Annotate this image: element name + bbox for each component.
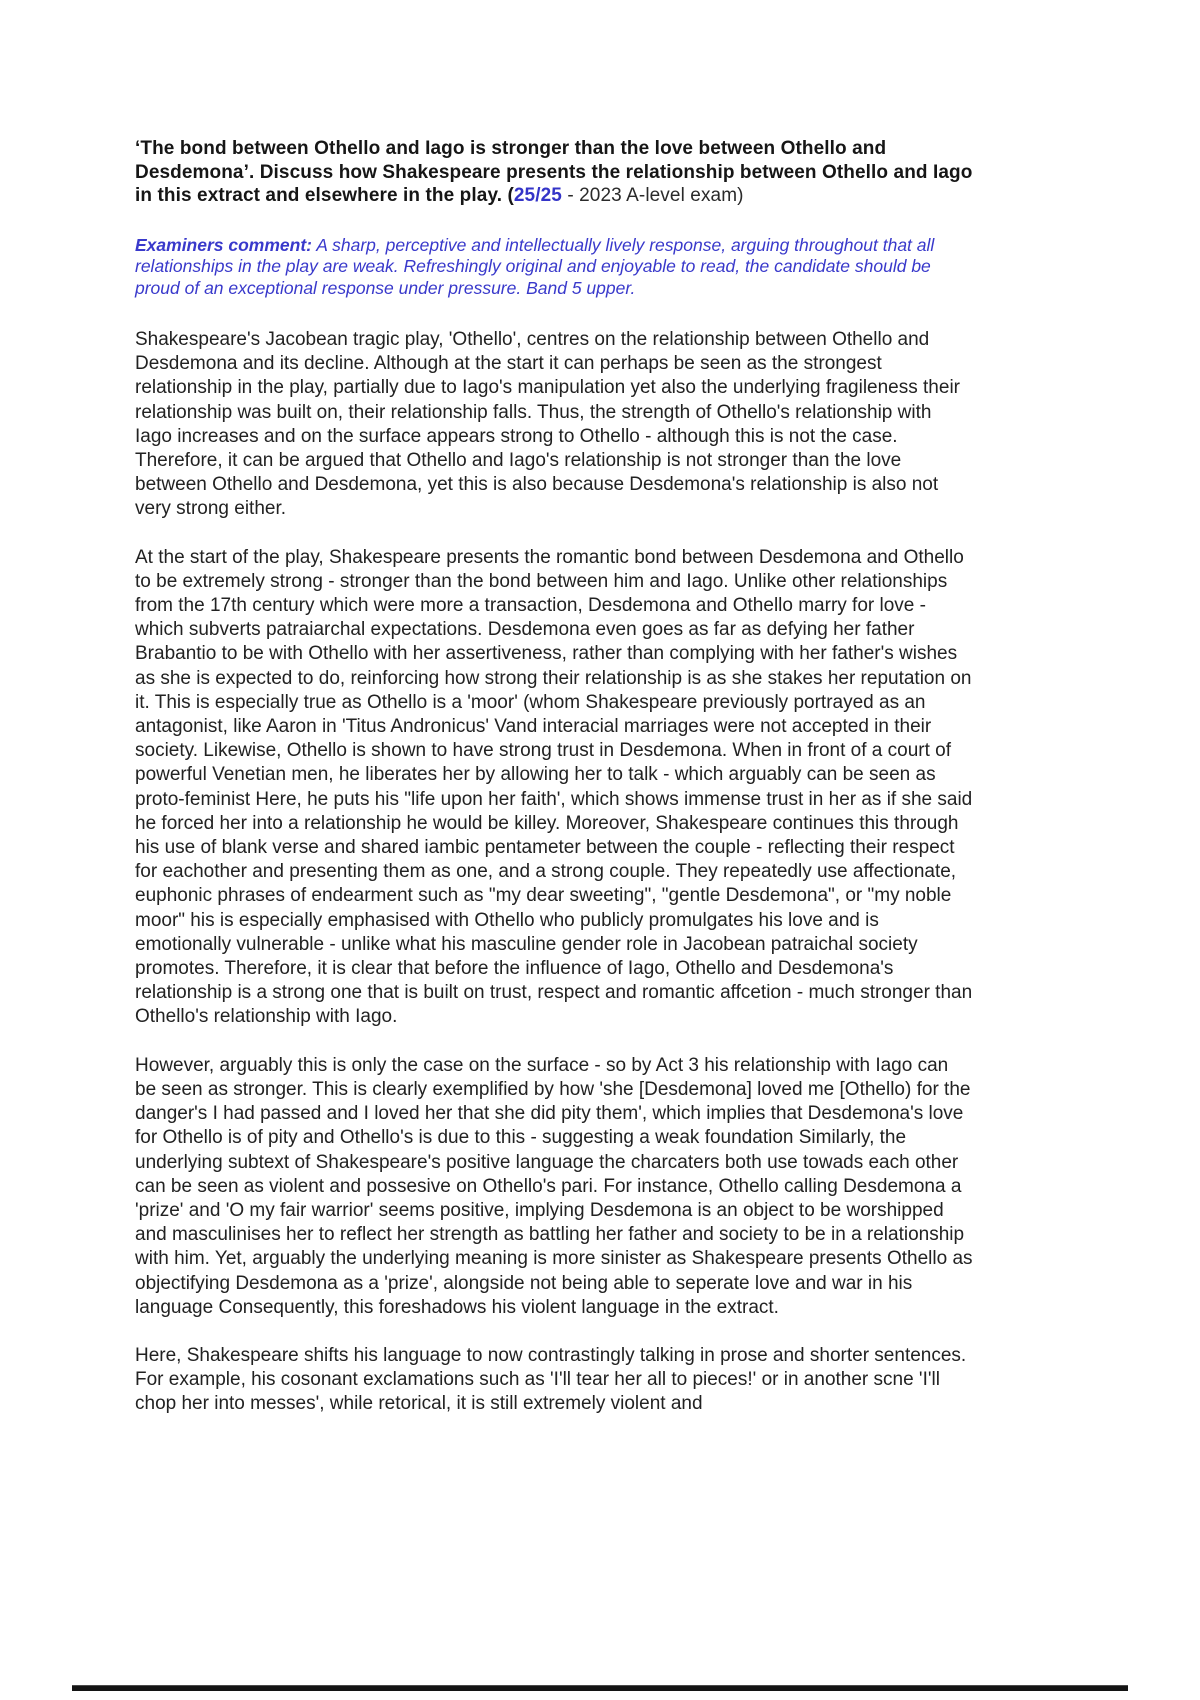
essay-paragraph-4: Here, Shakespeare shifts his language to now contrastingly talking in prose and shorter sentences. For example, his cosonant exclamations such as 'I'll tear her all to pieces!' or in another scne 'I'll chop her into messes', while retorical, it is still extremely violent and (135, 1344, 967, 1415)
essay-content (135, 137, 973, 1441)
exam-score: 25/25 (513, 185, 562, 206)
essay-question-title (135, 137, 973, 208)
essay-paragraph-2: At the start of the play, Shakespeare presents the romantic bond between Desdemona and Othello to be extremely strong - stronger than the bond between him and Iago. Unlike other relationships from the 17th century which were more a transaction, Desdemona and Othello marry for love - which subverts patraiarchal expectations. Desdemona even goes as far as defying her father Brabantio to be with Othello with her assertiveness, rather than complying with her father's wishes as she is expected to do, reinforcing how strong their relationship is as she stakes her reputation on it. This is especially true as Othello is a 'moor' (whom Shakespeare previously portrayed as an antagonist, like Aaron in 'Titus Andronicus' Vand interacial marriages were not accepted in their society. Likewise, Othello is shown to have strong trust in Desdemona. When in front of a court of powerful Venetian men, he liberates her by allowing her to talk - which arguably can be seen as proto-feminist Here, he puts his "life upon her faith', which shows immense trust in her as if she said he forced her into a relationship he would be killey. Moreover, Shakespeare continues this through his use of blank verse and shared iambic pentameter between the couple - reflecting their respect for eachother and presenting them as one, and a strong couple. They repeatedly use affectionate, euphonic phrases of endearment such as "my dear sweeting", "gentle Desdemona", or "my noble moor" his is especially emphasised with Othello who publicly promulgates his love and is emotionally vulnerable - unlike what his masculine gender role in Jacobean patraichal society promotes. Therefore, it is clear that before the influence of Iago, Othello and Desdemona's relationship is a strong one that is built on trust, respect and romantic affcetion - much stronger than Othello's relationship with Iago. (135, 546, 973, 1028)
essay-body (135, 328, 973, 1417)
page-break-separator (72, 1685, 1128, 1691)
examiner-comment-text: A sharp, perceptive and intellectually lively response, arguing throughout that all relationships in the play are weak. Refreshingly original and enjoyable to read, the candidate should be proud of an exceptional response under pressure. Band 5 upper. (135, 234, 935, 298)
examiner-comment-label: Examiners comment: (135, 234, 313, 255)
examiner-comment (135, 235, 973, 300)
question-text: ‘The bond between Othello and Iago is stronger than the love between Othello and Desdemona’. Discuss how Shakespeare presents the relationship between Othello and Iago in this extract and elsewhere in the play. ( (135, 138, 973, 206)
essay-paragraph-3: However, arguably this is only the case on the surface - so by Act 3 his relationship with Iago can be seen as stronger. This is clearly exemplified by how 'she [Desdemona] loved me [Othello) for the danger's I had passed and I loved her that she did pity them', which implies that Desdemona's love for Othello is of pity and Othello's is due to this - suggesting a weak foundation Similarly, the underlying subtext of Shakespeare's positive language the charcaters both use towads each other can be seen as violent and possesive on Othello's pari. For instance, Othello calling Desdemona a 'prize' and 'O my fair warrior' seems positive, implying Desdemona is an object to be worshipped and masculinises her to reflect her strength as battling her father and society to be in a relationship with him. Yet, arguably the underlying meaning is more sinister as Shakespeare presents Othello as objectifying Desdemona as a 'prize', alongside not being able to seperate love and war in his language Consequently, this foreshadows his violent language in the extract. (135, 1054, 973, 1318)
essay-paragraph-1: Shakespeare's Jacobean tragic play, 'Othello', centres on the relationship between Othello and Desdemona and its decline. Although at the start it can perhaps be seen as the strongest relationship in the play, partially due to Iago's manipulation yet also the underlying fragileness their relationship was built on, their relationship falls. Thus, the strength of Othello's relationship with Iago increases and on the surface appears strong to Othello - although this is not the case. Therefore, it can be argued that Othello and Iago's relationship is not stronger than the love between Othello and Desdemona, yet this is also because Desdemona's relationship is also not very strong either. (135, 329, 960, 520)
exam-year-note: - 2023 A-level exam) (561, 185, 744, 206)
